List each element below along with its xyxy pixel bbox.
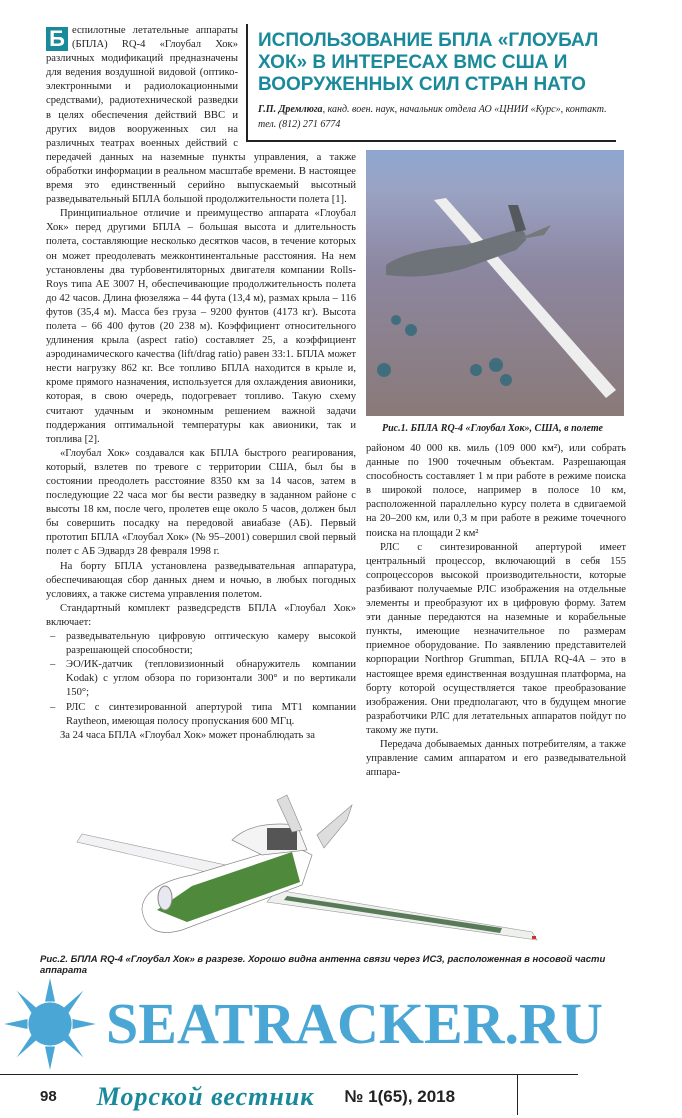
article-title: ИСПОЛЬЗОВАНИЕ БПЛА «ГЛОУБАЛ ХОК» В ИНТЕРЕСАХ ВМС США И ВООРУЖЕННЫХ СИЛ СТРАН НАТО: [258, 30, 599, 95]
figure1-photo: [366, 150, 624, 416]
paragraph: «Глоубал Хок» создавался как БПЛА быстрого реагирования, который, взлетев по тревоге с территории США, был бы в состоянии преодолеть расстояние 8350 км за 14 часов, затем в последующие 22 часа мог бы вести разведку в заданном районе с высоты 18 км, после чего, пролетев еще около 5 часов, должен был бы совершить посадку на передовой авиабазе (АБ). Первый прототип БПЛА «Глоубал Хок» (№ 95–2001) совершил свой первый полет с АБ Эдвардз 28 февраля 1998 г.: [46, 447, 356, 558]
watermark-text: SEATRACKER.RU: [106, 991, 603, 1057]
footer: [0, 1074, 578, 1118]
page-number: 98: [40, 1088, 57, 1106]
paragraph: Передача добываемых данных потребителям, а также управление самим аппаратом и его разведывательной аппара-: [366, 738, 626, 779]
figure1-caption: Рис.1. БПЛА RQ-4 «Глоубал Хок», США, в полете: [382, 423, 603, 434]
paragraph: РЛС с синтезированной апертурой имеет центральный процессор, включающий в себя 155 сопроцессоров высокой производительности, которые разбивают получаемые РЛС изображения на отдельные элементы и преобразуют их в цифровую форму. Затем эти данные передаются на наземные и корабельные пункты, имеющие незначительное по размерам приемное оборудование. По заявлению представителей корпорации Northrop Grumman, БПЛА RQ-4A – это в настоящее время единственная воздушная платформа, на борту которой осуществляется такое преобразование изображения. Они предполагают, что в будущем многие разработчики РЛС для летательных аппаратов пойдут по такому же пути.: [366, 541, 626, 736]
author-name: Г.П. Дремлюга: [258, 104, 323, 115]
figure2-caption: Рис.2. БПЛА RQ-4 «Глоубал Хок» в разрезе. Хорошо видна антенна связи через ИСЗ, расположенная в носовой части аппарата: [40, 954, 606, 977]
list-item: – ЭО/ИК-датчик (тепловизионный обнаружитель компании Kodak) с углом обзора по горизонтали 300° и по вертикали 150°;: [46, 658, 356, 700]
footer-vertical-divider: [517, 1075, 518, 1115]
uav-in-flight-image: [366, 150, 624, 416]
paragraph: За 24 часа БПЛА «Глоубал Хок» может пронаблюдать за: [60, 729, 315, 741]
magazine-name: Морской вестник: [96, 1081, 315, 1111]
uav-cutaway-illustration: [62, 790, 602, 950]
issue-number: № 1(65), 2018: [344, 1086, 456, 1106]
drop-cap: Б: [46, 27, 68, 51]
intro-text: еспилотные летательные аппараты (БПЛА) RQ-4 «Глоубал Хок» различных модификаций предназначены для ведения воздушной видовой (оптико-электронными и радиолокационными средствами), радиотехнической разведки в целях обеспечения действий ВВС и других видов вооруженных сил на различных театрах военных действий с передачей данных на наземные пункты управления, а также обработки информации в реальном масштабе времени. В настоящее время это единственный серийно выпускаемый высотный разведывательный БПЛА большой продолжительности полета [1].: [46, 25, 356, 206]
list-item: – РЛС с синтезированной апертурой типа MT1 компании Raytheon, имеющая полосу пропускания 600 МГц.: [46, 701, 356, 729]
watermark-sun-logo: [0, 978, 100, 1070]
list-item: – разведывательную цифровую оптическую камеру высокой разрешающей способности;: [46, 630, 356, 658]
author-line: [258, 102, 616, 132]
paragraph: Стандартный комплект разведсредств БПЛА «Глоубал Хок» включает:: [46, 602, 356, 628]
title-block: [246, 24, 616, 142]
article-columns: [46, 24, 626, 780]
equipment-list: [46, 630, 356, 729]
author-info: , канд. воен. наук, начальник отдела АО «ЦНИИ «Курс», контакт. тел. (812) 271 6774: [258, 104, 607, 130]
paragraph: На борту БПЛА установлена разведывательная аппаратура, обеспечивающая сбор данных днем и ночью, в любых погодных условиях, а также система управления полетом.: [46, 560, 356, 600]
figure2-cutaway: [62, 790, 602, 950]
paragraph: Принципиальное отличие и преимущество аппарата «Глоубал Хок» перед другими БПЛА – большая высота и длительность полета, составляющие несколько десятков часов, в течение которых он может преодолевать межконтинентальные расстояния. На нем установлены два турбовентиляторных двигателя компании Rolls-Roys типа AE 3007 H, обеспечивающие продолжительность полета до 42 часов. Длина фюзеляжа – 44 фута (13,4 м), размах крыла – 116 футов (35,4 м). Масса без груза – 9200 фунтов (4173 кг). Высота полета – 66 400 футов (20 238 м). Коэффициент относительного удлинения крыла (aspect ratio) составляет 25, а коэффициент аэродинамического качества (lift/drag ratio) равен 33:1. БПЛА может нести нагрузку 862 кг. Все топливо БПЛА находится в крыле и, кроме прямого назначения, используется для охлаждения авионики, которая, в свою очередь, подогревает топливо. Такую схему считают удачным и экономным решением важной задачи поддержания оптимальной температуры как авионики, так и топлива [2].: [46, 208, 356, 445]
paragraph: районом 40 000 кв. миль (109 000 км²), или собрать данные по 1900 точечным объектам. Разрешающая способность составляет 1 м при работе в режиме поиска в широкой полосе, например в полосе 10 км, расположенной параллельно курсу полета в сдвигаемой на 20–200 км, или 0,3 м при работе в режиме точечного поиска на площади 2 км²: [366, 443, 626, 539]
watermark-row: [0, 978, 682, 1070]
